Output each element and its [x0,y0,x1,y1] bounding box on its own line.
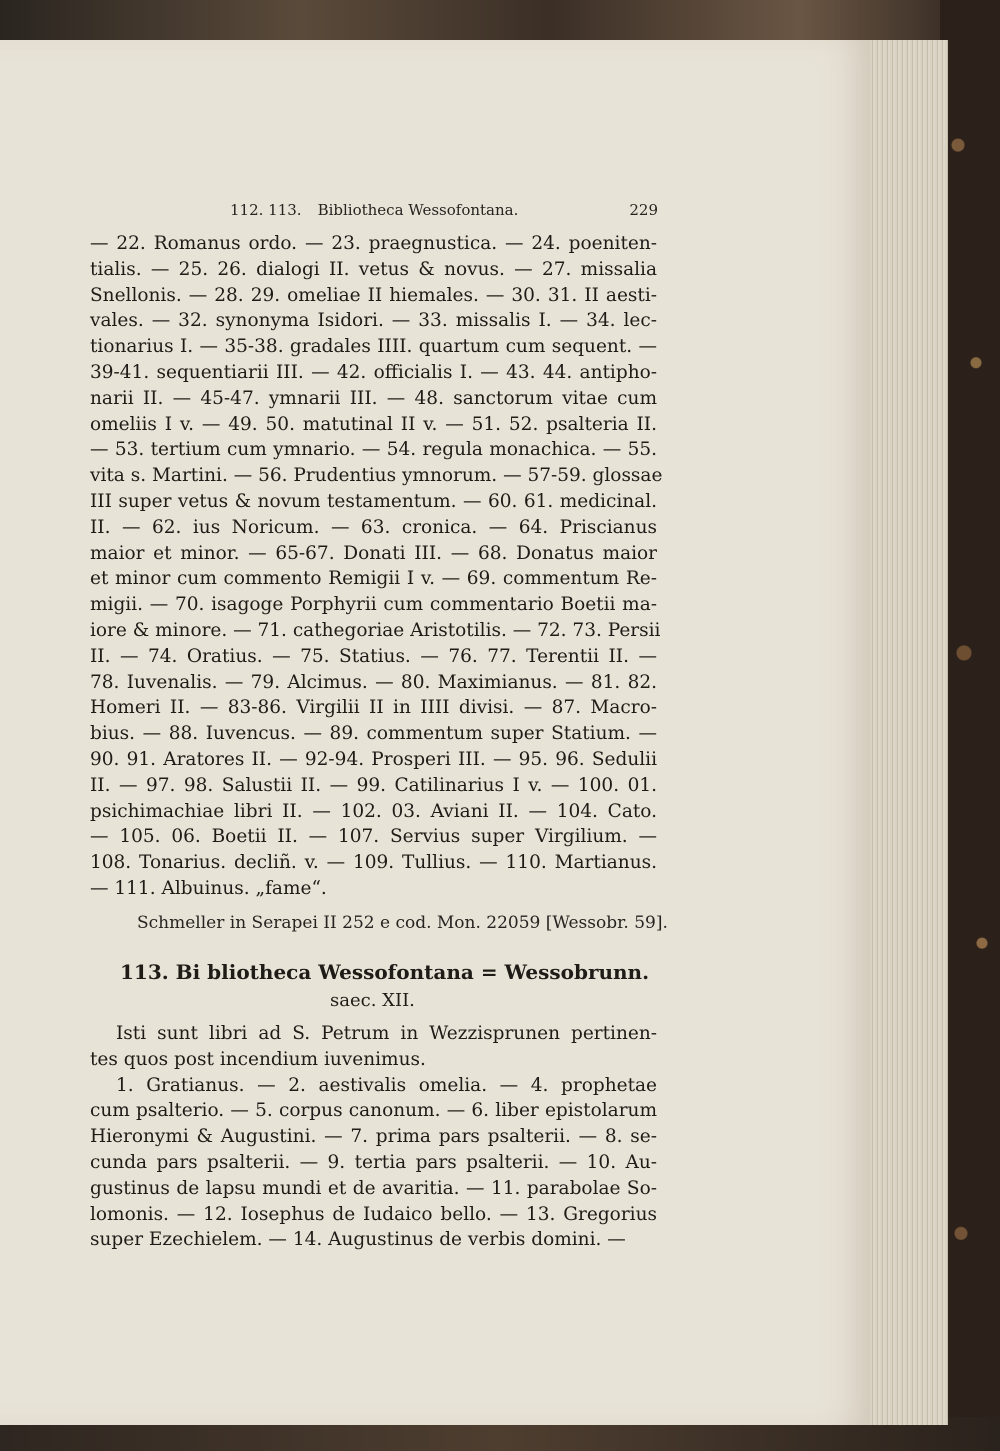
text-line: Homeri II. — 83-86. Virgilii II in IIII divisi. — 87. Macro- [90,697,657,719]
text-line: psichimachiae libri II. — 102. 03. Aviani II. — 104. Cato. [90,800,657,822]
text-line: Isti sunt libri ad S. Petrum in Wezzisprunen pertinen- [116,1023,657,1044]
text-line: 1. Gratianus. — 2. aestivalis omelia. — 4. prophetae [116,1074,657,1096]
text-line: et minor cum commento Remigii I v. — 69. commentum Re- [90,568,657,590]
text-line: cum psalterio. — 5. corpus canonum. — 6. liber epistolarum [90,1100,657,1122]
running-head-title: Bibliotheca Wessofontana. [317,201,519,219]
section-date: saec. XII. [330,990,415,1011]
text-line: — 105. 06. Boetii II. — 107. Servius super Virgilium. — [90,826,657,848]
text-line: vales. — 32. synonyma Isidori. — 33. missalis I. — 34. lec- [90,310,657,332]
text-line: tionarius I. — 35-38. gradales IIII. quartum cum sequent. — [90,336,657,358]
text-line: 39-41. sequentiarii III. — 42. officialis I. — 43. 44. antipho- [90,361,657,383]
text-line: II. — 62. ius Noricum. — 63. cronica. — 64. Priscianus [90,516,657,538]
text-line: II. — 74. Oratius. — 75. Statius. — 76. 77. Terentii II. — [90,645,657,667]
running-head-section: 112. 113. [230,201,302,219]
wessobrunn-catalogue-text [90,1021,657,1253]
text-line: — 22. Romanus ordo. — 23. praegnustica. — 24. poeniten- [90,233,657,254]
text-line: omeliis I v. — 49. 50. matutinal II v. — 51. 52. psalteria II. [90,413,657,435]
text-line: — 111. Albuinus. „fame“. [90,877,327,899]
text-line: III super vetus & novum testamentum. — 60. 61. medicinal. [90,490,657,512]
binding-board-right [940,0,1000,1451]
text-line: Hieronymi & Augustini. — 7. prima pars psalterii. — 8. se- [90,1126,657,1148]
text-line: iore & minore. — 71. cathegoriae Aristotilis. — 72. 73. Persii [90,619,661,641]
text-line: tialis. — 25. 26. dialogi II. vetus & novus. — 27. missalia [90,258,657,280]
text-line: vita s. Martini. — 56. Prudentius ymnorum. — 57-59. glossae [90,465,663,487]
text-line: cunda pars psalterii. — 9. tertia pars psalterii. — 10. Au- [90,1151,657,1173]
text-line: migii. — 70. isagoge Porphyrii cum commentario Boetii ma- [90,594,657,616]
text-line: Snellonis. — 28. 29. omeliae II hiemales. — 30. 31. II aesti- [90,284,657,306]
text-line: 78. Iuvenalis. — 79. Alcimus. — 80. Maximianus. — 81. 82. [90,671,657,693]
running-head [230,201,658,219]
text-line: maior et minor. — 65-67. Donati III. — 68. Donatus maior [90,542,657,564]
source-reference: Schmeller in Serapei II 252 e cod. Mon. 22059 [Wessobr. 59]. [137,913,668,933]
text-line: gustinus de lapsu mundi et de avaritia. — 11. parabolae So- [90,1177,657,1199]
page-number: 229 [629,201,658,219]
text-line: bius. — 88. Iuvencus. — 89. commentum super Statium. — [90,723,657,745]
library-catalogue-text [90,231,663,902]
text-line: — 53. tertium cum ymnario. — 54. regula monachica. — 55. [90,439,657,461]
text-line: 90. 91. Aratores II. — 92-94. Prosperi III. — 95. 96. Sedulii [90,748,657,770]
text-line: 108. Tonarius. decliñ. v. — 109. Tullius. — 110. Martianus. [90,852,657,874]
section-heading: 113. Bi bliotheca Wessofontana = Wessobrunn. [120,960,650,984]
text-line: narii II. — 45-47. ymnarii III. — 48. sanctorum vitae cum [90,387,657,409]
text-line: II. — 97. 98. Salustii II. — 99. Catilinarius I v. — 100. 01. [90,774,657,796]
text-line: lomonis. — 12. Iosephus de Iudaico bello. — 13. Gregorius [90,1203,657,1225]
text-line: super Ezechielem. — 14. Augustinus de verbis domini. — [90,1229,626,1251]
page-edges [870,40,948,1425]
binding-board-top [0,0,1000,44]
text-line: tes quos post incendium iuvenimus. [90,1048,426,1070]
